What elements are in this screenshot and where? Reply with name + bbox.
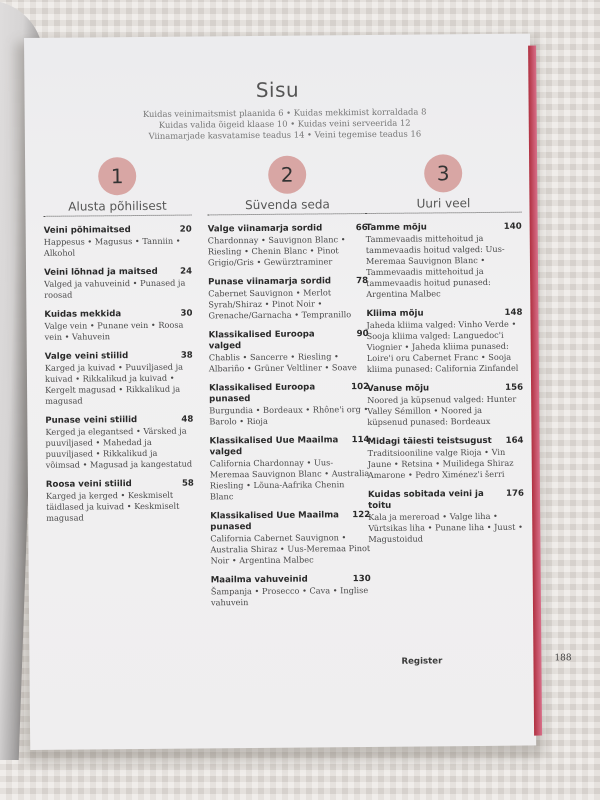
section-column-3 xyxy=(365,154,524,545)
entry-page: 164 xyxy=(505,435,524,446)
toc-entry xyxy=(209,329,369,374)
toc-entry xyxy=(44,309,192,343)
entry-page: 130 xyxy=(352,573,371,585)
entry-title: Maailma vahuveinid xyxy=(210,574,308,586)
section-title: Uuri veel xyxy=(365,196,521,214)
toc-entry xyxy=(46,479,194,524)
entry-desc: Traditsiooniline valge Rioja • Vin Jaune • Retsina • Muilidega Shiraz Amarone • Pedro Ximénez'i šerri xyxy=(367,446,514,481)
entry-title: Kuidas sobitada veini ja toitu xyxy=(367,489,484,512)
entry-desc: Chardonnay • Sauvignon Blanc • Riesling • Chenin Blanc • Pinot Grigio/Gris • Gewürztraminer xyxy=(207,234,346,268)
entry-desc: Kala ja mereroad • Valge liha • Vürtsikas liha • Punane liha • Juust • Magustoidud xyxy=(368,510,523,545)
section-title: Alusta põhilisest xyxy=(43,199,191,217)
register-page-number: 188 xyxy=(554,653,572,664)
entry-title: Punase viinamarja sordid xyxy=(208,276,332,288)
toc-entry xyxy=(366,222,523,300)
entry-desc: Kerged ja elegantsed • Värsked ja puuviljased • Mahedad ja puuviljased • Rikkalikud ja võimsad • Magusad ja kangestatud xyxy=(45,425,193,470)
entry-desc: Jaheda kliima valged: Vinho Verde • Sooja kliima valged: Languedoc'i Viognier • Jaheda kliima punased: Loire'i oru Cabernet Franc • Sooja kliima punased: California Zinfandel xyxy=(366,318,519,375)
intro-line: Kuidas veinimaitsmist plaanida 6 • Kuidas mekkimist korraldada 8 xyxy=(142,106,427,119)
toc-entry xyxy=(211,574,371,608)
entry-page: 66 xyxy=(355,223,368,234)
intro-line: Kuidas valida õigeid klaase 10 • Kuidas veini serveerida 12 xyxy=(158,117,411,130)
entry-desc: Burgundia • Bordeaux • Rhône'i org • Barolo • Rioja xyxy=(209,404,369,427)
entry-desc: Karged ja kuivad • Puuviljased ja kuivad • Rikkalikud ja kuivad • Kergelt magusad • Rikkalikud ja magusad xyxy=(44,361,184,406)
book-page xyxy=(24,34,572,750)
section-column-1 xyxy=(43,157,194,524)
toc-entry xyxy=(44,225,192,259)
toc-entry xyxy=(45,415,193,471)
entry-title: Punase veini stiilid xyxy=(45,415,138,426)
entry-desc: Noored ja küpsenud valged: Hunter Valley Sémillon • Noored ja küpsenud punased: Bordeaux xyxy=(367,393,517,428)
entry-title: Roosa veini stiilid xyxy=(45,479,132,490)
entry-title: Klassikalised Uue Maailma valged xyxy=(209,435,339,458)
entry-title: Valge viinamarja sordid xyxy=(207,223,323,235)
toc-entry xyxy=(209,435,370,502)
entry-desc: Cabernet Sauvignon • Merlot Syrah/Shiraz • Pinot Noir • Grenache/Garnacha • Tempranillo xyxy=(208,287,352,321)
entry-desc: Chablis • Sancerre • Riesling • Albariño • Grüner Veltliner • Soave xyxy=(208,351,357,374)
page-title: Sisu xyxy=(255,77,300,102)
entry-desc: California Cabernet Sauvignon • Australia Shiraz • Uus-Meremaa Pinot Noir • Argentina Malbec xyxy=(210,532,371,566)
section-column-2 xyxy=(207,155,371,608)
entry-page: 24 xyxy=(180,266,193,277)
entry-page: 48 xyxy=(181,414,194,425)
entry-page: 140 xyxy=(503,221,522,232)
entry-page: 78 xyxy=(356,276,369,287)
toc-entry xyxy=(368,489,524,545)
toc-entry xyxy=(366,308,523,375)
toc-entry xyxy=(209,382,369,427)
entry-title: Klassikalised Uue Maailma punased xyxy=(210,510,340,533)
register-link: Register xyxy=(401,656,443,667)
section-number-badge: 3 xyxy=(424,154,462,192)
entry-desc: Happesus • Magusus • Tanniin • Alkohol xyxy=(43,235,181,258)
entry-title: Tamme mõju xyxy=(365,222,427,234)
entry-page: 30 xyxy=(180,308,193,319)
entry-title: Vanuse mõju xyxy=(367,383,430,395)
entry-desc: Šampanja • Prosecco • Cava • Inglise vahuvein xyxy=(210,585,369,608)
entry-title: Klassikalised Euroopa punased xyxy=(209,382,316,405)
intro-line: Viinamarjade kasvatamise teadus 14 • Veini tegemise teadus 16 xyxy=(148,128,422,141)
entry-desc: Tammevaadis mittehoitud ja tammevaadis hoitud valged: Uus-Meremaa Sauvignon Blanc • Tammevaadis mittehoitud ja tammevaadis hoitud punased: Argentina Malbec xyxy=(365,232,505,300)
entry-page: 20 xyxy=(179,224,192,235)
section-number-badge: 2 xyxy=(268,156,306,194)
toc-entry xyxy=(208,276,368,321)
entry-page: 114 xyxy=(351,435,370,446)
entry-title: Veini põhimaitsed xyxy=(43,225,131,236)
entry-desc: California Chardonnay • Uus-Meremaa Sauvignon Blanc • Australia Riesling • Lõuna-Aafrika Chenin Blanc xyxy=(209,457,370,502)
entry-page: 156 xyxy=(505,382,524,393)
entry-page: 122 xyxy=(352,509,371,521)
toc-entry xyxy=(208,223,368,268)
entry-page: 38 xyxy=(180,350,193,361)
entry-desc: Valged ja vahuveinid • Punased ja roosad xyxy=(44,277,186,300)
toc-entry xyxy=(367,383,523,428)
entry-title: Klassikalised Euroopa valged xyxy=(208,329,315,352)
entry-page: 102 xyxy=(351,382,370,393)
entry-page: 58 xyxy=(181,478,194,489)
toc-entry xyxy=(210,510,370,566)
entry-title: Kliima mõju xyxy=(366,308,424,320)
section-title: Süvenda seda xyxy=(207,197,367,215)
entry-title: Valge veini stiilid xyxy=(44,351,129,362)
entry-desc: Karged ja kerged • Keskmiselt täidlased ja kuivad • Keskmiselt magusad xyxy=(45,489,180,523)
entry-page: 90 xyxy=(356,329,369,340)
intro-links xyxy=(105,106,465,142)
entry-title: Veini lõhnad ja maitsed xyxy=(44,266,158,278)
entry-page: 176 xyxy=(505,488,525,499)
entry-desc: Valge vein • Punane vein • Roosa vein • Vahuvein xyxy=(44,319,184,342)
toc-entry xyxy=(45,351,193,407)
entry-title: Kuidas mekkida xyxy=(44,309,122,320)
entry-page: 148 xyxy=(504,307,523,318)
entry-title: Midagi täiesti teistsugust xyxy=(367,435,492,448)
toc-entry xyxy=(367,436,523,481)
toc-entry xyxy=(44,267,192,301)
section-number-badge: 1 xyxy=(98,157,136,195)
